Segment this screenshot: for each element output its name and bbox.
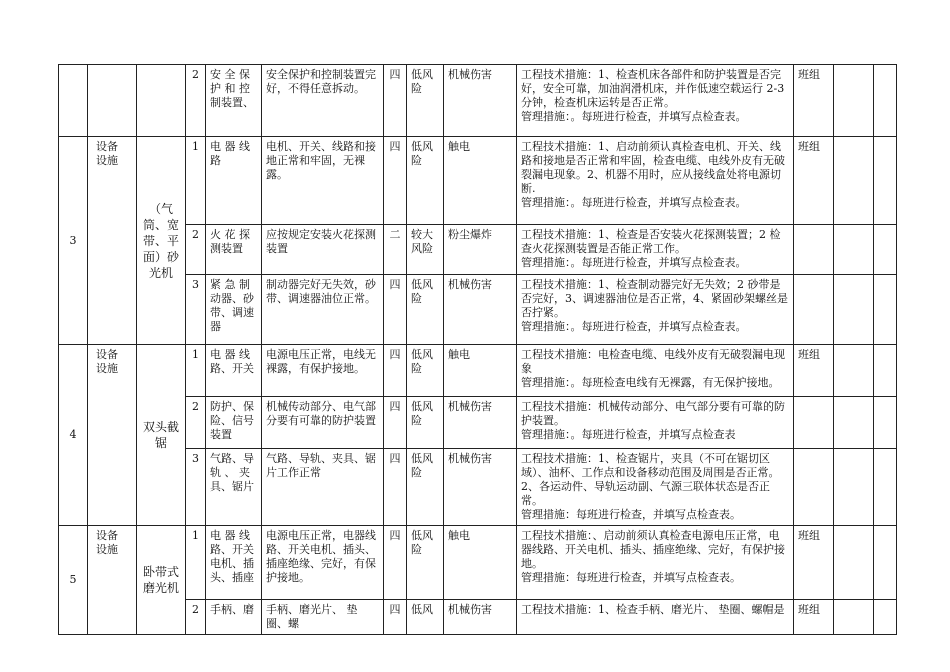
risk-grade: 低风险 xyxy=(407,65,444,137)
row-number: 3 xyxy=(59,137,88,345)
control-measures xyxy=(517,275,794,345)
management-measure: 管理措施：。每班进行检查，并填写点检查表。 xyxy=(521,320,747,333)
check-point: 电 器 线路、开关 xyxy=(206,345,262,397)
risk-grade: 低风险 xyxy=(407,397,444,449)
row-number: 5 xyxy=(59,526,88,635)
blank-cell xyxy=(834,65,874,137)
engineering-measure: 工程技术措施：、启动前须认真检查电源电压正常，电器线路、开关电机、插头、插座绝缘、完好，有保护接地。 xyxy=(521,529,785,570)
risk-level: 四 xyxy=(384,397,407,449)
check-point: 气路、导轨 、 夹具、锯片 xyxy=(206,449,262,526)
blank-cell xyxy=(874,137,897,225)
risk-level: 四 xyxy=(384,345,407,397)
risk-grade: 较大风险 xyxy=(407,225,444,275)
engineering-measure: 工程技术措施：1、检查锯片，夹具（不可在锯切区域）、油杯、工作点和设备移动范围及周围是否正常。2、各运动件、导轨运动副、气源三联体状态是否正常。 xyxy=(521,452,780,507)
hazard-type: 机械伤害 xyxy=(444,397,517,449)
engineering-measure: 工程技术措施：1、检查制动器完好无失效；2 砂带是否完好，3、调速器油位是否正常，4、紧固砂架螺丝是否拧紧。 xyxy=(521,278,788,319)
row-number: 4 xyxy=(59,345,88,526)
engineering-measure: 工程技术措施：1、检查手柄、磨光片、 垫圈、螺帽是 xyxy=(521,603,785,616)
hazard-type: 触电 xyxy=(444,345,517,397)
item-index: 3 xyxy=(186,275,206,345)
blank-cell xyxy=(874,275,897,345)
risk-level: 四 xyxy=(384,449,407,526)
check-point: 紧 急 制动器、砂带、调速器 xyxy=(206,275,262,345)
management-measure: 管理措施：。每班进行检查，并填写点检查表。 xyxy=(521,196,747,209)
hazard-type: 机械伤害 xyxy=(444,449,517,526)
equipment-cell xyxy=(137,65,186,137)
item-index: 1 xyxy=(186,526,206,600)
blank-cell xyxy=(874,225,897,275)
item-index: 2 xyxy=(186,600,206,635)
check-standard: 电机、开关、线路和接地正常和牢固，无裸露。 xyxy=(262,137,384,225)
blank-cell xyxy=(834,137,874,225)
engineering-measure: 工程技术措施：电检查电缆、电线外皮有无破裂漏电现象 xyxy=(521,348,785,375)
table-row xyxy=(59,137,897,225)
check-point: 防护、保险、信号装置 xyxy=(206,397,262,449)
check-standard: 安全保护和控制装置完好，不得任意拆动。 xyxy=(262,65,384,137)
blank-cell xyxy=(834,449,874,526)
control-measures xyxy=(517,526,794,600)
equipment-cell: （气筒、宽带、平面）砂光机 xyxy=(137,137,186,345)
risk-grade: 低风 xyxy=(407,600,444,635)
responsible-unit xyxy=(794,225,834,275)
check-standard: 电源电压正常，电线无裸露，有保护接地。 xyxy=(262,345,384,397)
control-measures xyxy=(517,137,794,225)
hazard-type: 机械伤害 xyxy=(444,275,517,345)
blank-cell xyxy=(874,449,897,526)
equipment-cell: 卧带式磨光机 xyxy=(137,526,186,635)
blank-cell xyxy=(834,526,874,600)
check-standard: 制动器完好无失效，砂带、调速器油位正常。 xyxy=(262,275,384,345)
risk-control-table xyxy=(58,64,897,635)
blank-cell xyxy=(834,225,874,275)
blank-cell xyxy=(874,397,897,449)
blank-cell xyxy=(834,397,874,449)
table-row xyxy=(59,65,897,137)
category-cell: 设备设施 xyxy=(88,137,137,345)
table-row xyxy=(59,345,897,397)
risk-level: 四 xyxy=(384,65,407,137)
risk-level: 四 xyxy=(384,137,407,225)
blank-cell xyxy=(834,275,874,345)
responsible-unit: 班组 xyxy=(794,137,834,225)
check-point: 电 器 线路 xyxy=(206,137,262,225)
hazard-type: 机械伤害 xyxy=(444,600,517,635)
hazard-type: 机械伤害 xyxy=(444,65,517,137)
check-point: 电 器 线路、开关电机、插头、插座 xyxy=(206,526,262,600)
engineering-measure: 工程技术措施：1、启动前须认真检查电机、开关、线路和接地是否正常和牢固，检查电缆、电线外皮有无破裂漏电现象。2、机器不用时，应从接线盒处将电源切断. xyxy=(521,140,785,195)
engineering-measure: 工程技术措施：1、检查机床各部件和防护装置是否完好，安全可靠，加油润滑机床，并作低速空载运行 2-3 分钟，检查机床运转是否正常。 xyxy=(521,68,785,109)
check-standard: 机械传动部分、电气部分要有可靠的防护装置 xyxy=(262,397,384,449)
control-measures xyxy=(517,65,794,137)
responsible-unit xyxy=(794,397,834,449)
responsible-unit: 班组 xyxy=(794,600,834,635)
item-index: 3 xyxy=(186,449,206,526)
item-index: 1 xyxy=(186,137,206,225)
hazard-type: 触电 xyxy=(444,137,517,225)
control-measures xyxy=(517,449,794,526)
table-row xyxy=(59,526,897,600)
control-measures xyxy=(517,225,794,275)
check-standard: 气路、导轨、夹具、锯片工作正常 xyxy=(262,449,384,526)
management-measure: 管理措施：。每班进行检查，并填写点检查表。 xyxy=(521,110,747,123)
risk-grade: 低风险 xyxy=(407,137,444,225)
management-measure: 管理措施：每班进行检查，并填写点检查表。 xyxy=(521,508,741,521)
check-point: 手柄、磨 xyxy=(206,600,262,635)
responsible-unit xyxy=(794,449,834,526)
risk-level: 二 xyxy=(384,225,407,275)
item-index: 1 xyxy=(186,345,206,397)
control-measures xyxy=(517,600,794,635)
risk-level: 四 xyxy=(384,600,407,635)
check-standard: 电源电压正常，电器线路、开关电机、插头、插座绝缘、完好，有保护接地。 xyxy=(262,526,384,600)
blank-cell xyxy=(874,345,897,397)
blank-cell xyxy=(834,345,874,397)
check-point: 安 全 保护 和 控制装置、 xyxy=(206,65,262,137)
risk-level: 四 xyxy=(384,275,407,345)
responsible-unit xyxy=(794,275,834,345)
hazard-type: 触电 xyxy=(444,526,517,600)
hazard-type: 粉尘爆炸 xyxy=(444,225,517,275)
blank-cell xyxy=(874,65,897,137)
risk-grade: 低风险 xyxy=(407,275,444,345)
item-index: 2 xyxy=(186,65,206,137)
category-cell: 设备设施 xyxy=(88,526,137,635)
risk-grade: 低风险 xyxy=(407,526,444,600)
blank-cell xyxy=(874,526,897,600)
control-measures xyxy=(517,397,794,449)
management-measure: 管理措施：。每班进行检查，并填写点检查表 xyxy=(521,428,736,441)
check-standard: 手柄、磨光片、 垫圈、螺 xyxy=(262,600,384,635)
control-measures xyxy=(517,345,794,397)
row-number xyxy=(59,65,88,137)
check-point: 火 花 探测装置 xyxy=(206,225,262,275)
blank-cell xyxy=(834,600,874,635)
responsible-unit: 班组 xyxy=(794,345,834,397)
blank-cell xyxy=(874,600,897,635)
engineering-measure: 工程技术措施：1、检查是否安装火花探测装置；2 检查火花探测装置是否能正常工作。 xyxy=(521,228,781,255)
management-measure: 管理措施：。每班检查电线有无裸露，有无保护接地。 xyxy=(521,376,780,389)
management-measure: 管理措施：。每班进行检查，并填写点检查表。 xyxy=(521,256,747,269)
risk-level: 四 xyxy=(384,526,407,600)
responsible-unit: 班组 xyxy=(794,65,834,137)
check-standard: 应按规定安装火花探测装置 xyxy=(262,225,384,275)
category-cell: 设备设施 xyxy=(88,345,137,526)
equipment-cell: 双头截锯 xyxy=(137,345,186,526)
risk-grade: 低风险 xyxy=(407,345,444,397)
risk-grade: 低风险 xyxy=(407,449,444,526)
responsible-unit: 班组 xyxy=(794,526,834,600)
item-index: 2 xyxy=(186,397,206,449)
category-cell xyxy=(88,65,137,137)
item-index: 2 xyxy=(186,225,206,275)
engineering-measure: 工程技术措施：机械传动部分、电气部分要有可靠的防护装置。 xyxy=(521,400,785,427)
management-measure: 管理措施：每班进行检查，并填写点检查表。 xyxy=(521,571,741,584)
